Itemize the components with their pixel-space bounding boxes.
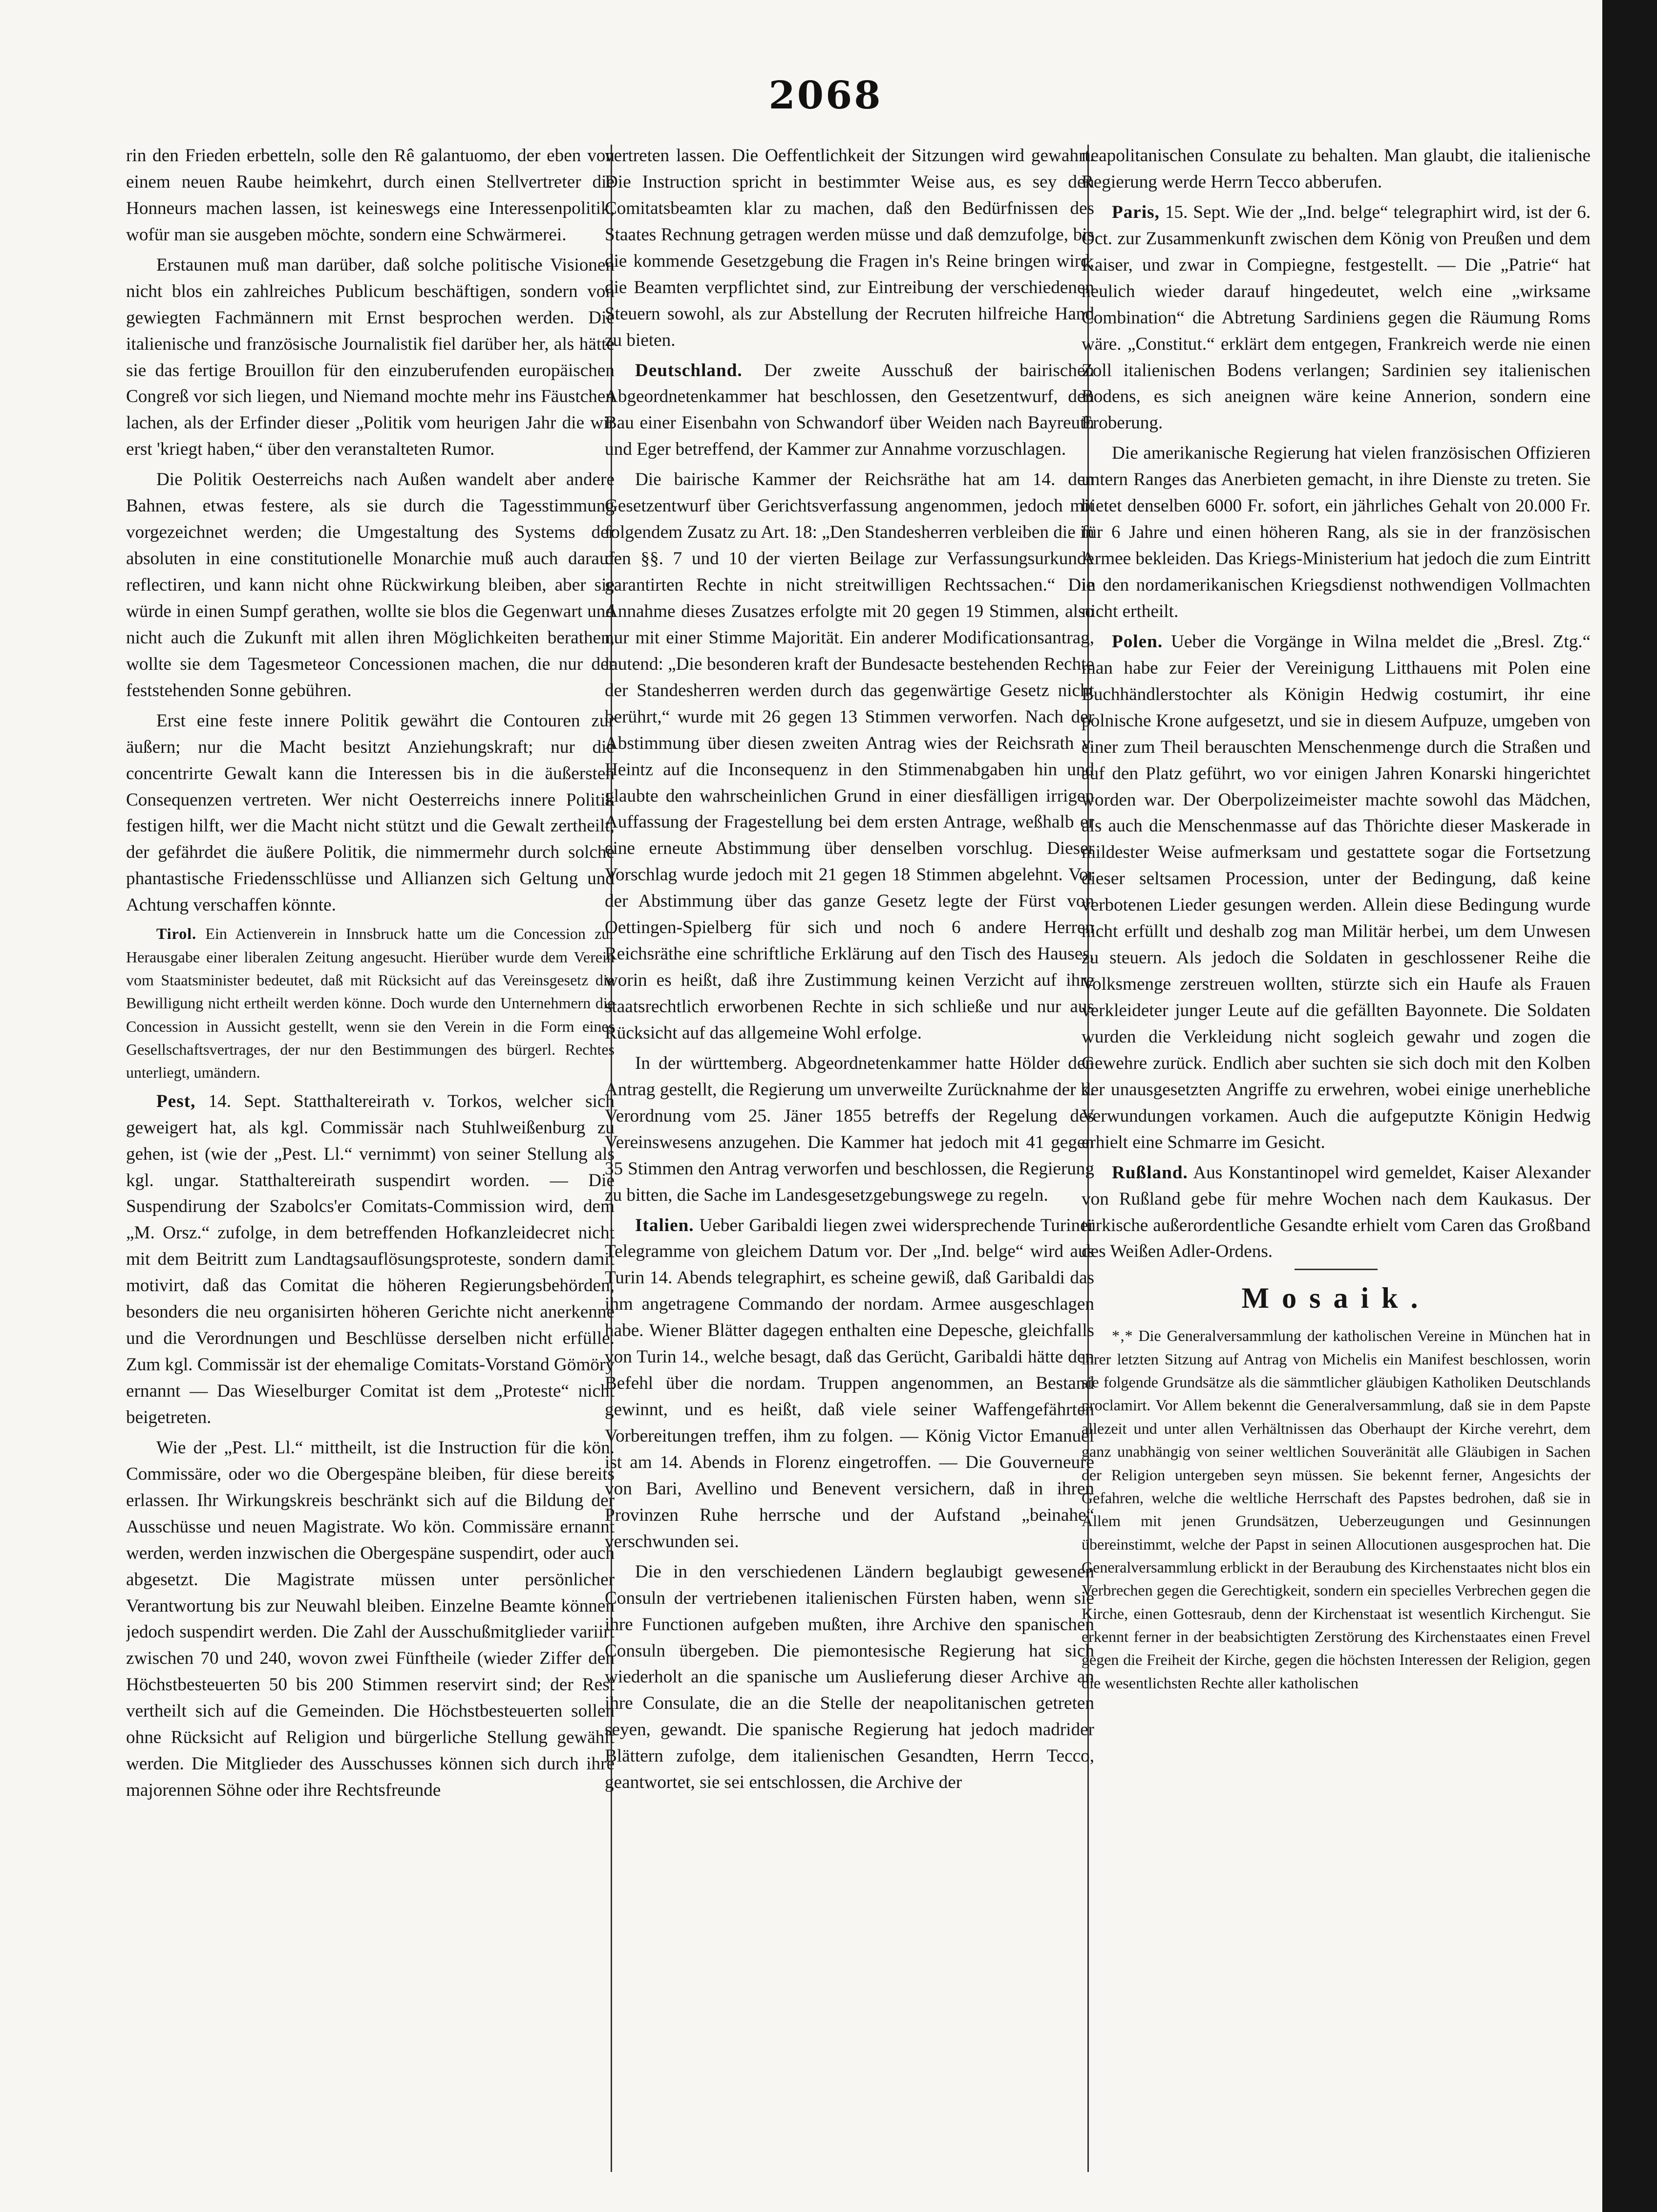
column-1 xyxy=(126,143,615,2180)
dateline-deutschland: Deutschland. xyxy=(635,360,743,381)
news-item-russland xyxy=(1082,1160,1591,1265)
article-paragraph: Wie der „Pest. Ll.“ mittheilt, ist die Instruction für die kön. Commissäre, oder wo die Obergespäne bleiben, für diese bereits erlassen. Ihr Wirkungskreis beschränkt sich auf die Bildung der Ausschüsse und neuen Magistrate. Wo kön. Commissäre ernannt werden, werden inzwischen die Obergespäne suspendirt, oder auch abgesetzt. Die Magistrate müssen unter persönlicher Verantwortung bis zur Neuwahl bleiben. Einzelne Beamte können jedoch suspendirt werden. Die Zahl der Ausschußmitglieder variirt zwischen 70 und 240, wovon zwei Fünftheile (wieder Ziffer den Höchstbesteuerten 50 bis 200 Stimmen reservirt sind; der Rest vertheilt sich auf die Gemeinden. Die Höchstbesteuerten sollen ohne Rücksicht auf Religion und bürgerliche Stellung gewählt werden. Die Mitglieder des Ausschusses können sich durch ihre majorennen Söhne oder ihre Rechtsfreunde xyxy=(126,1437,615,1801)
dateline-russland: Rußland. xyxy=(1112,1162,1188,1183)
scan-edge xyxy=(1602,0,1657,2212)
news-item-tirol xyxy=(126,922,615,1085)
dateline-italien: Italien. xyxy=(635,1215,694,1235)
article-paragraph: Die in den verschiedenen Ländern beglaubigt gewesenen Consuln der vertriebenen italienischen Fürsten haben, wenn sie ihre Functionen aufgeben mußten, ihre Archive den spanischen Consuln übergeben. Die piemontesische Regierung hat sich wiederholt an die spanische um Auslieferung dieser Archive an ihre Consulate, die an die Stelle der neapolitanischen getreten seyen, gewandt. Die spanische Regierung hat jedoch madrider Blättern zufolge, dem italienischen Gesandten, Herrn Tecco, geantwortet, sie sei entschlossen, die Archive der xyxy=(605,1561,1094,1793)
news-text-tirol: Ein Actienverein in Innsbruck hatte um die Concession zur Herausgabe einer liberalen Zeitung angesucht. Hierüber wurde dem Verein vom Staatsminister bedeutet, daß mit Rücksicht auf das Vereinsgesetz die Bewilligung nicht ertheilt werden könne. Doch wurde den Unternehmern die Concession in Aussicht gestellt, wenn sie den Verein in die Form eines Gesellschaftsvertrages, der nur den Bestimmungen des bürgerl. Rechtes unterliegt, umändern. xyxy=(126,925,615,1082)
section-divider xyxy=(1295,1269,1378,1270)
column-3 xyxy=(1082,143,1591,2180)
news-item-pest xyxy=(126,1088,615,1431)
mosaik-paragraph: *‚* Die Generalversammlung der katholischen Vereine in München hat in ihrer letzten Sitzung auf Antrag von Michelis ein Manifest beschlossen, worin sie folgende Grundsätze als die sämmtlicher gläubigen Katholiken Deutschlands proclamirt. Vor Allem bekennt die Generalversammlung, daß sie in dem Papste allezeit und unter allen Verhältnissen das Oberhaupt der Kirche verehrt, dem ganz unabhängig von seiner weltlichen Souveränität alle Gläubigen in Sachen der Religion untergeben seyn müssen. Sie bekennt ferner, Angesichts der Gefahren, welche die weltliche Herrschaft des Papstes bedrohen, daß sie in Allem mit jenen Grundsätzen, Ueberzeugungen und Gesinnungen übereinstimmt, welche der Papst in seinen Allocutionen ausgesprochen hat. Die Generalversammlung erblickt in der Beraubung des Kirchenstaates nicht blos ein Verbrechen gegen die Gerechtigkeit, sondern ein specielles Verbrechen gegen die Kirche, einen Gottesraub, denn der Kirchenstaat ist wesentlich Kirchengut. Sie erkennt ferner in der beabsichtigten Zerstörung des Kirchenstaates einen Frevel gegen die Freiheit der Kirche, gegen die höchsten Interessen der Religion, gegen die wesentlichsten Rechte aller katholischen xyxy=(1082,1327,1591,1692)
dateline-polen: Polen. xyxy=(1112,631,1163,652)
news-text-deutschland: Der zweite Ausschuß der bairischen Abgeordnetenkammer hat beschlossen, den Gesetzentwurf, den Bau einer Eisenbahn von Schwandorf über Weiden nach Bayreuth und Eger betreffend, der Kammer zur Annahme vorzuschlagen. xyxy=(605,360,1094,460)
dateline-tirol: Tirol. xyxy=(156,925,197,943)
article-paragraph: Die bairische Kammer der Reichsräthe hat am 14. den Gesetzentwurf über Gerichtsverfassung angenommen, jedoch mit folgendem Zusatz zu Art. 18: „Den Standesherren verbleiben die in den §§. 7 und 10 der vierten Beilage zur Verfassungsurkunde garantirten Rechte in nicht streitwilligen Rechtssachen.“ Die Annahme dieses Zusatzes erfolgte mit 20 gegen 19 Stimmen, also nur mit einer Stimme Majorität. Ein anderer Modificationsantrag, lautend: „Die besonderen kraft der Bundesacte bestehenden Rechte der Standesherren werden durch das gegenwärtige Gesetz nicht berührt,“ wurde mit 26 gegen 13 Stimmen verworfen. Nach der Abstimmung über diesen zweiten Antrag wies der Reichsrath v. Heintz auf die Inconsequenz in den Stimmenabgaben hin und glaubte den wahrscheinlichen Grund in einer diesfälligen irrigen Auffassung der Fragestellung bei dem ersten Antrage, weßhalb er eine erneute Abstimmung über denselben vorschlug. Dieser Vorschlag wurde jedoch mit 21 gegen 18 Stimmen abgelehnt. Vor der Abstimmung über das ganze Gesetz legte der Fürst von Oettingen-Spielberg für sich und noch 6 andere Herren Reichsräthe eine schriftliche Erklärung auf den Tisch des Hauses, worin es heißt, daß ihre Zustimmung keinen Verzicht auf ihre staatsrechtlich erworbenen Rechte in sich schließe und nur aus Rücksicht auf das allgemeine Wohl erfolge. xyxy=(605,469,1094,1043)
article-paragraph: Erstaunen muß man darüber, daß solche politische Visionen nicht blos ein zahlreiches Publicum beschäftigen, sondern von gewiegten Fachmännern mit Ernst besprochen werden. Die italienische und französische Journalistik fiel darüber her, als hätte sie das fertige Brouillon für den einzuberufenden europäischen Congreß vor sich liegen, und Niemand mochte mehr ins Fäustchen lachen, als der Erfinder dieser „Politik vom heurigen Jahr die wir erst 'kriegt haben,“ über den veranstalteten Rumor. xyxy=(126,255,615,460)
article-paragraph: Die amerikanische Regierung hat vielen französischen Offizieren untern Ranges das Anerbieten gemacht, in ihre Dienste zu treten. Sie bietet denselben 6000 Fr. sofort, ein jährliches Gehalt von 20.000 Fr. für 6 Jahre und einen höheren Rang, als sie in der französischen Armee bekleiden. Das Kriegs-Ministerium hat jedoch die zum Eintritt in den nordamerikanischen Kriegsdienst nothwendigen Vollmachten nicht ertheilt. xyxy=(1082,443,1591,621)
news-text-paris: 15. Sept. Wie der „Ind. belge“ telegraphirt wird, ist der 6. Oct. zur Zusammenkunft zwischen dem König von Preußen und dem Kaiser, und zwar in Compiegne, festgestellt. — Die „Patrie“ hat neulich wieder darauf hingedeutet, welch eine „wirksame Combination“ die Abtretung Sardiniens gegen die Räumung Roms wäre. „Constitut.“ erklärt dem entgegen, Frankreich werde nie einen Zoll italienischen Bodens verlangen; Sardinien sey italienischen Bodens, es sich aneignen wäre keine Annerion, sondern eine Eroberung. xyxy=(1082,202,1591,433)
article-paragraph: neapolitanischen Consulate zu behalten. Man glaubt, die italienische Regierung werde Herrn Tecco abberufen. xyxy=(1082,146,1591,192)
dateline-paris: Paris, xyxy=(1112,202,1160,222)
article-paragraph: In der württemberg. Abgeordnetenkammer hatte Hölder den Antrag gestellt, die Regierung um unverweilte Zurücknahme der k. Verordnung vom 25. Jäner 1855 betreffs der Regelung des Vereinswesens anzugehen. Die Kammer hat jedoch mit 41 gegen 35 Stimmen den Antrag verworfen und beschlossen, die Regierung zu bitten, die Sache im Landesgesetzgebungswege zu regeln. xyxy=(605,1053,1094,1205)
article-paragraph: vertreten lassen. Die Oeffentlichkeit der Sitzungen wird gewahrt. Die Instruction spricht in bestimmter Weise aus, es sey den Comitatsbeamten klar zu machen, daß den Bedürfnissen des Staates Rechnung getragen werden müsse und daß demzufolge, bis die kommende Gesetzgebung die Fragen in's Reine bringen wird, die Beamten verpflichtet sind, zur Eintreibung der verschiedenen Steuern sowohl, als zur Abstellung der Recruten hilfreiche Hand zu bieten. xyxy=(605,146,1094,350)
news-text-pest: 14. Sept. Statthaltereirath v. Torkos, welcher sich geweigert hat, als kgl. Commissär nach Stuhlweißenburg zu gehen, ist (wie der „Pest. Ll.“ vernimmt) von seiner Stellung als kgl. ungar. Statthaltereirath suspendirt worden. — Die Suspendirung der Szabolcs'er Comitats-Commission wird, dem „M. Orsz.“ zufolge, in dem betreffenden Hofkanzleidecret nicht mit dem Beitritt zum Landtagsauflösungsproteste, sondern damit motivirt, daß das Comitat die höheren Regierungsbehörden, besonders die neu organisirten höheren Gerichte nicht anerkenne und die Verordnungen und Beschlüsse derselben nicht erfülle. Zum kgl. Commissär ist der ehemalige Comitats-Vorstand Gömöry ernannt — Das Wieselburger Comitat ist dem „Proteste“ nicht beigetreten. xyxy=(126,1091,615,1427)
page-number: 2068 xyxy=(768,73,883,118)
section-heading-mosaik: Mosaik. xyxy=(1241,1282,1431,1315)
news-text-italien: Ueber Garibaldi liegen zwei widersprechende Turiner Telegramme von gleichem Datum vor. Der „Ind. belge“ wird aus Turin 14. Abends telegraphirt, es scheine gewiß, daß Garibaldi das ihm angetragene Commando der nordam. Armee ausgeschlagen habe. Wiener Blätter dagegen enthalten eine Depesche, gleichfalls von Turin 14., welche besagt, daß das Gerücht, Garibaldi hätte den Befehl über die nordam. Truppen angenommen, an Bestand gewinnt, und es heißt, daß viele seiner Waffengefährten Vorbereitungen treffen, ihm zu folgen. — König Victor Emanuel ist am 14. Abends in Florenz eingetroffen. — Die Gouverneure von Bari, Avellino und Benevent versichern, daß in ihren Provinzen Ruhe herrsche und der Aufstand „beinahe“ verschwunden sei. xyxy=(605,1215,1094,1552)
article-paragraph: Die Politik Oesterreichs nach Außen wandelt aber andere Bahnen, etwas festere, als sie durch die Tagesstimmung vorgezeichnet werden; die Umgestaltung des Systems der absoluten in eine constitutionelle Monarchie muß auch darauf reflectiren, und kann nicht ohne Rückwirkung bleiben, aber sie würde in einen Sumpf gerathen, wollte sie blos die Gegenwart und nicht auch die Zukunft mit allen ihren Möglichkeiten berathen, wollte sie dem Tagesmeteor Concessionen machen, die nur der feststehenden Sonne gebühren. xyxy=(126,469,615,701)
news-item-polen xyxy=(1082,629,1591,1156)
article-paragraph: Erst eine feste innere Politik gewährt die Contouren zur äußern; nur die Macht besitzt Anziehungskraft; nur die concentrirte Gewalt kann die Interessen bis in die äußersten Consequenzen vertreten. Wer nicht Oesterreichs innere Politik festigen hilft, wer die Macht nicht stützt und die Gewalt zertheilt, der gefährdet die äußere Politik, die nimmermehr durch solche phantastische Friedensschlüsse und Allianzen sich Geltung und Achtung verschaffen könnte. xyxy=(126,710,615,915)
news-item-paris xyxy=(1082,199,1591,436)
article-paragraph: rin den Frieden erbetteln, solle den Rê galantuomo, der eben von einem neuen Raube heimkehrt, durch einen Stellvertreter die Honneurs machen lassen, ist keineswegs eine Interessenpolitik, wofür man sie ausgeben möchte, sondern eine Schwärmerei. xyxy=(126,146,615,245)
news-item-deutschland xyxy=(605,358,1094,463)
news-text-polen: Ueber die Vorgänge in Wilna meldet die „Bresl. Ztg.“ man habe zur Feier der Vereinigung Litthauens mit Polen eine Buchhändlerstochter als Königin Hedwig costumirt, ihr eine polnische Krone aufgesetzt, und sie in diesem Aufpuze, umgeben von einer zum Theil berauschten Menschenmenge durch die Straßen und auf den Platz geführt, wo vor einigen Jahren Konarski hingerichtet worden war. Der Oberpolizeimeister machte sowohl das Mädchen, als auch die Menschenmasse auf das Thörichte dieser Maskerade in mildester Weise aufmerksam und gestattete sogar die Fortsetzung dieser seltsamen Procession, unter der Bedingung, daß keine verbotenen Lieder gesungen werden. Allein diese Bedingung wurde nicht erfüllt und deshalb zog man Militär herbei, um dem Unwesen zu steuern. Als jedoch die Soldaten in geschlossener Reihe die Volksmenge zerstreuen wollten, stürzte sich ein Haufe als Frauen verkleideter junger Leute auf die gefällten Bayonnete. Die Soldaten wurden die Verkleidung nicht sogleich gewahr und zogen die Gewehre zurück. Endlich aber suchten sie sich doch mit den Kolben der unausgesetzten Angriffe zu erwehren, wobei einige unerhebliche Verwundungen vorkamen. Auch die aufgeputzte Königin Hedwig erhielt eine Schmarre im Gesicht. xyxy=(1082,631,1591,1152)
news-text-russland: Aus Konstantinopel wird gemeldet, Kaiser Alexander von Rußland gebe für mehre Wochen nach dem Kaukasus. Der türkische außerordentliche Gesandte erhielt vom Caren das Großband des Weißen Adler-Ordens. xyxy=(1082,1162,1591,1262)
news-item-italien xyxy=(605,1212,1094,1555)
dateline-pest: Pest, xyxy=(156,1091,196,1111)
column-2 xyxy=(605,143,1094,2180)
